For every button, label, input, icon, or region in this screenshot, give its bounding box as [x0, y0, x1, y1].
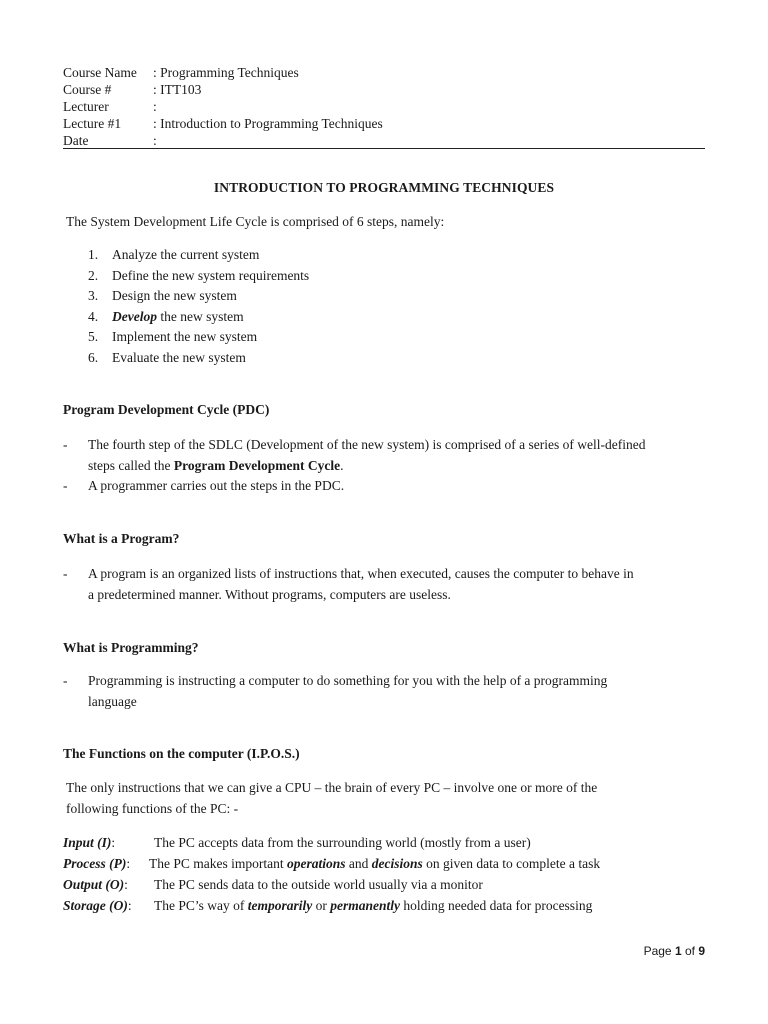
input-text: The PC accepts data from the surrounding world (mostly from a user) [154, 835, 531, 850]
step-number: 3. [88, 288, 99, 303]
sdlc-steps-list [88, 245, 309, 368]
programming-bullets [63, 671, 713, 712]
function-storage [63, 895, 593, 916]
functions-intro-line1: The only instructions that we can give a CPU – the brain of every PC – involve one or more of the [66, 780, 598, 795]
programming-line2: language [88, 693, 137, 709]
step-number: 1. [88, 247, 99, 262]
course-number-value: : ITT103 [153, 82, 202, 97]
pdc-bullet1-line2: steps called the [88, 457, 174, 473]
program-line2: a predetermined manner. Without programs, computers are useless. [88, 586, 451, 602]
dash-marker: - [63, 478, 68, 493]
page-word: Page [643, 944, 675, 958]
functions-intro-line2: following functions of the PC: - [66, 800, 239, 816]
page-footer [644, 944, 705, 958]
pdc-heading: Program Development Cycle (PDC) [63, 402, 270, 417]
step-text: Analyze the current system [112, 247, 260, 262]
list-item [63, 435, 713, 476]
course-header [63, 64, 383, 149]
lecture-value: : Introduction to Programming Techniques [153, 116, 383, 131]
storage-label: Storage (O) [63, 898, 128, 913]
list-item [63, 476, 713, 497]
functions-heading: The Functions on the computer (I.P.O.S.) [63, 746, 300, 761]
list-item [88, 245, 309, 266]
lecturer-value: : [153, 99, 157, 114]
pdc-bullet2: A programmer carries out the steps in the PDC. [88, 478, 345, 493]
date-label: Date [63, 133, 89, 148]
pdc-bullets [63, 435, 713, 497]
list-item [88, 286, 309, 307]
output-label: Output (O) [63, 877, 125, 892]
programming-line1: Programming is instructing a computer to do something for you with the help of a programming [88, 673, 608, 688]
list-item [88, 266, 309, 287]
function-input [63, 832, 531, 853]
process-label: Process (P) [63, 856, 127, 871]
dash-marker: - [63, 673, 68, 688]
list-item [88, 307, 309, 328]
step-text: Define the new system requirements [112, 267, 310, 283]
page-number: 1 [674, 944, 682, 958]
course-name-label: Course Name [63, 65, 137, 80]
course-name-row [63, 64, 383, 81]
list-item [63, 671, 713, 712]
sdlc-intro: The System Development Life Cycle is comprised of 6 steps, namely: [66, 214, 445, 229]
step-text: the new system [156, 308, 244, 324]
storage-text-a: The PC’s way of [154, 898, 248, 913]
process-and: and [345, 856, 372, 871]
functions-intro [66, 778, 597, 819]
process-decisions: decisions [371, 856, 423, 871]
program-line1: A program is an organized lists of instructions that, when executed, causes the computer to behave in [88, 566, 634, 581]
output-colon: : [124, 877, 128, 892]
step-emphasis: Develop [112, 308, 157, 324]
input-colon: : [111, 835, 116, 850]
step-number: 4. [88, 308, 99, 324]
program-heading: What is a Program? [63, 531, 180, 546]
page-title: INTRODUCTION TO PROGRAMMING TECHNIQUES [213, 180, 555, 195]
list-item [63, 564, 713, 605]
process-text-b: on given data to complete a task [422, 856, 601, 871]
lecture-label: Lecture #1 [63, 116, 122, 131]
storage-or: or [312, 898, 331, 913]
input-label: Input (I) [63, 835, 112, 850]
storage-temporarily: temporarily [247, 898, 313, 913]
dash-marker: - [63, 566, 68, 581]
output-text: The PC sends data to the outside world usually via a monitor [154, 877, 483, 892]
process-colon: : [126, 856, 131, 871]
dash-marker: - [63, 437, 68, 452]
process-text-a: The PC makes important [149, 856, 287, 871]
step-number: 6. [88, 349, 99, 365]
pdc-bold-term: Program Development Cycle [173, 457, 341, 473]
programming-heading: What is Programming? [63, 640, 199, 655]
process-operations: operations [286, 856, 346, 871]
function-process [63, 853, 601, 874]
pdc-bullet1-line1: The fourth step of the SDLC (Development of the new system) is comprised of a series of well-defined [88, 437, 646, 452]
course-name-value: : Programming Techniques [153, 65, 299, 80]
step-text: Implement the new system [112, 329, 258, 344]
date-value: : [153, 133, 157, 148]
step-number: 5. [88, 329, 99, 344]
course-number-row [63, 81, 383, 98]
program-bullets [63, 564, 713, 605]
list-item [88, 348, 309, 369]
storage-text-b: holding needed data for processing [400, 898, 593, 913]
storage-permanently: permanently [330, 898, 400, 913]
header-divider [63, 148, 705, 149]
of-word: of [681, 944, 699, 958]
storage-colon: : [127, 898, 132, 913]
course-number-label: Course # [63, 82, 112, 97]
lecturer-label: Lecturer [63, 99, 109, 114]
list-item [88, 327, 309, 348]
step-number: 2. [88, 267, 99, 283]
date-row [63, 132, 383, 149]
pdc-bullet1-end: . [340, 457, 344, 473]
step-text: Design the new system [112, 288, 237, 303]
step-text: Evaluate the new system [112, 349, 246, 365]
page-total: 9 [698, 944, 705, 958]
lecture-row [63, 115, 383, 132]
lecturer-row [63, 98, 383, 115]
function-output [63, 874, 483, 895]
